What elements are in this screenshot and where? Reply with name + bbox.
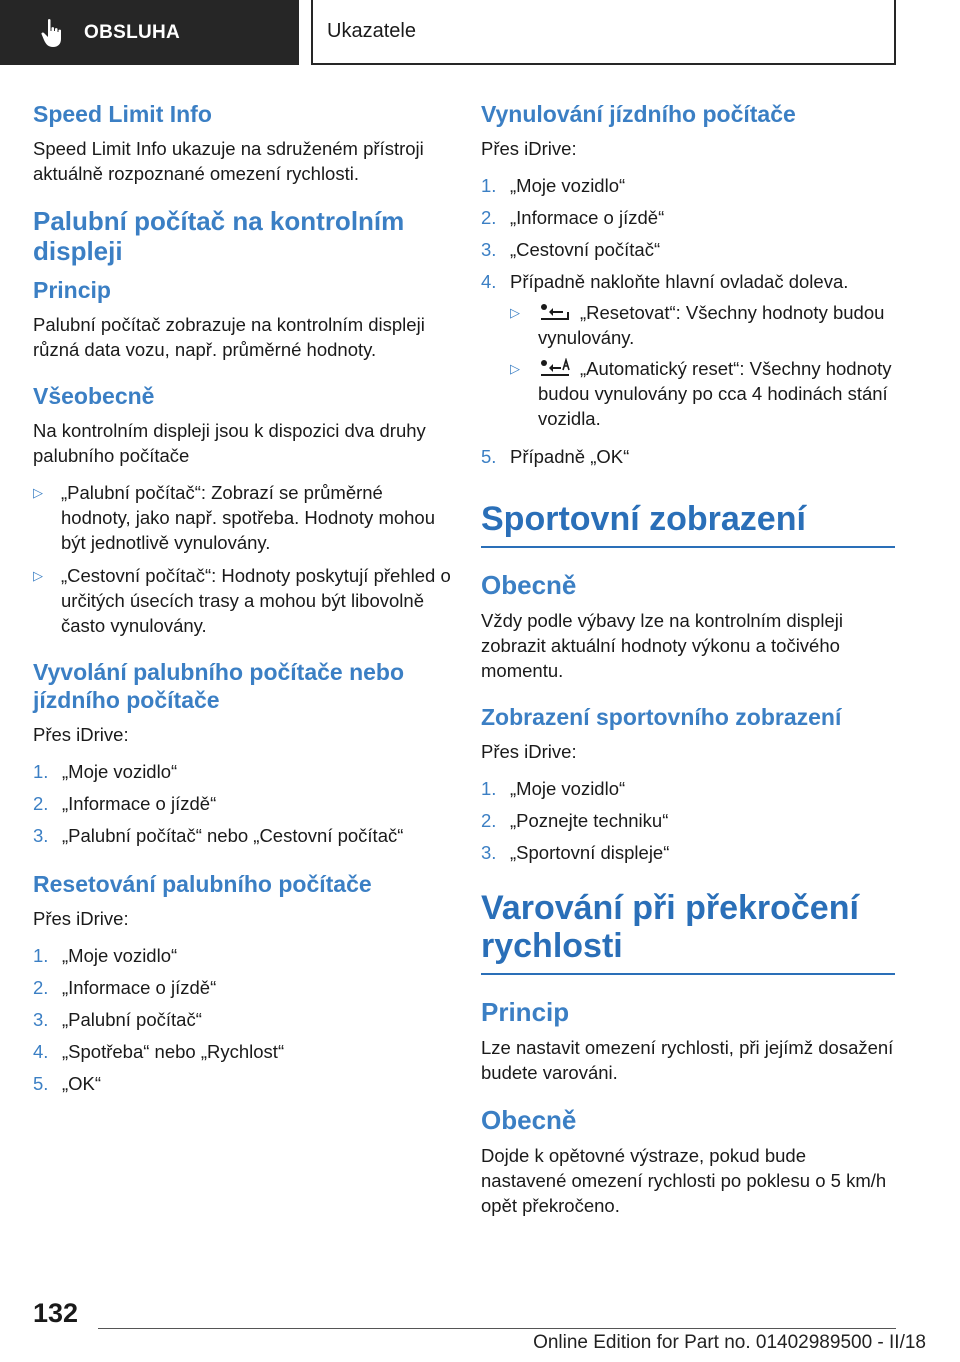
list-item: 2. „Informace o jízdě“ <box>33 793 217 814</box>
trip-reset-heading: Vynulování jízdního počítače <box>481 101 796 127</box>
list-item: 3. „Palubní počítač“ <box>33 1009 202 1030</box>
section-tab <box>0 0 299 65</box>
auto-reset-icon <box>538 358 572 378</box>
triangle-bullet-icon: ▷ <box>510 361 520 376</box>
general-heading: Všeobecně <box>33 383 155 409</box>
list-item: ▷ „Palubní počítač“: Zobrazí se průměrné hodnoty, jako např. spotřeba. Hodnoty mohou být jednotlivě vynulovány. <box>33 482 436 553</box>
warn-general-text: Dojde k opětovné výstraze, pokud bude nastavené omezení rychlosti po poklesu o 5 km/h opět překročeno. <box>481 1145 887 1216</box>
list-item: 3. „Cestovní počítač“ <box>481 239 661 260</box>
footer-divider <box>98 1328 896 1329</box>
sport-show-heading: Zobrazení sportovního zobrazení <box>481 704 842 730</box>
list-item: 2. „Informace o jízdě“ <box>481 207 665 228</box>
sport-display-heading: Sportovní zobrazení <box>481 500 895 548</box>
section-title: OBSLUHA <box>84 21 181 43</box>
breadcrumb <box>311 0 896 65</box>
general-bullet-list <box>33 480 451 638</box>
onboard-computer-heading: Palubní počítač na kontrolním displeji <box>33 206 405 266</box>
list-item: 3. „Sportovní displeje“ <box>481 842 670 863</box>
list-item: 2. „Poznejte techniku“ <box>481 810 669 831</box>
general-text: Na kontrolním displeji jsou k dispozici dva druhy palubního počítače <box>33 420 426 466</box>
list-item: 1. „Moje vozidlo“ <box>33 761 178 782</box>
principle-text: Palubní počítač zobrazuje na kontrolním displeji různá data vozu, např. průměrné hodnoty. <box>33 314 425 360</box>
call-intro: Přes iDrive: <box>33 724 129 745</box>
trip-reset-intro: Přes iDrive: <box>481 138 577 159</box>
speed-warning-heading: Varování při překročení rychlosti <box>481 889 895 975</box>
page-number: 132 <box>33 1298 79 1328</box>
list-item: 5. „OK“ <box>33 1073 102 1094</box>
principle-heading: Princip <box>33 277 111 303</box>
list-item: 1. „Moje vozidlo“ <box>481 175 626 196</box>
call-steps <box>33 759 451 848</box>
list-item: 2. „Informace o jízdě“ <box>33 977 217 998</box>
breadcrumb-label: Ukazatele <box>327 20 416 42</box>
edition-note: Online Edition for Part no. 01402989500 - II/18 <box>533 1332 926 1353</box>
list-item: 4. Případně nakloňte hlavní ovladač doleva. ▷ „Resetovat“: Všechny hodnoty budou vynulovány. ▷ „Automatický reset“: Všechny hodnoty budou vynulovány po cca 4 hodinách stání vozidla. <box>481 269 895 437</box>
list-item: 5. Případně „OK“ <box>481 446 630 467</box>
warn-general-heading: Obecně <box>481 1105 577 1135</box>
triangle-bullet-icon: ▷ <box>510 305 520 320</box>
triangle-bullet-icon: ▷ <box>33 568 43 583</box>
hand-pointer-icon <box>40 18 66 48</box>
speed-limit-heading: Speed Limit Info <box>33 101 212 127</box>
sport-steps <box>481 776 895 865</box>
list-item: 1. „Moje vozidlo“ <box>33 945 178 966</box>
sport-show-intro: Přes iDrive: <box>481 741 577 762</box>
list-item: ▷ „Cestovní počítač“: Hodnoty poskytují přehled o určitých úsecích trasy a mohou být libovolně často vynulovány. <box>33 565 451 636</box>
right-column <box>481 100 895 1238</box>
list-item: ▷ „Resetovat“: Všechny hodnoty budou vynulovány. <box>510 302 885 348</box>
reset-heading: Resetování palubního počítače <box>33 871 372 897</box>
warn-principle-heading: Princip <box>481 997 570 1027</box>
reset-intro: Přes iDrive: <box>33 908 129 929</box>
sport-general-text: Vždy podle výbavy lze na kontrolním displeji zobrazit aktuální hodnoty výkonu a točivého momentu. <box>481 610 843 681</box>
speed-limit-text: Speed Limit Info ukazuje na sdruženém přístroji aktuálně rozpoznané omezení rychlosti. <box>33 138 424 184</box>
list-item: ▷ „Automatický reset“: Všechny hodnoty budou vynulovány po cca 4 hodinách stání vozidla. <box>510 358 892 429</box>
trip-sub-options <box>510 300 895 437</box>
reset-steps <box>33 943 451 1096</box>
triangle-bullet-icon: ▷ <box>33 485 43 500</box>
list-item: 1. „Moje vozidlo“ <box>481 778 626 799</box>
list-item: 4. „Spotřeba“ nebo „Rychlost“ <box>33 1041 285 1062</box>
left-column <box>33 100 451 1118</box>
call-computer-heading: Vyvolání palubního počítače nebo jízdního počítače <box>33 659 405 713</box>
reset-icon <box>538 302 572 322</box>
list-item: 3. „Palubní počítač“ nebo „Cestovní počítač“ <box>33 825 404 846</box>
trip-reset-steps <box>481 173 895 469</box>
warn-principle-text: Lze nastavit omezení rychlosti, při jejímž dosažení budete varováni. <box>481 1037 894 1083</box>
sport-general-heading: Obecně <box>481 570 577 600</box>
